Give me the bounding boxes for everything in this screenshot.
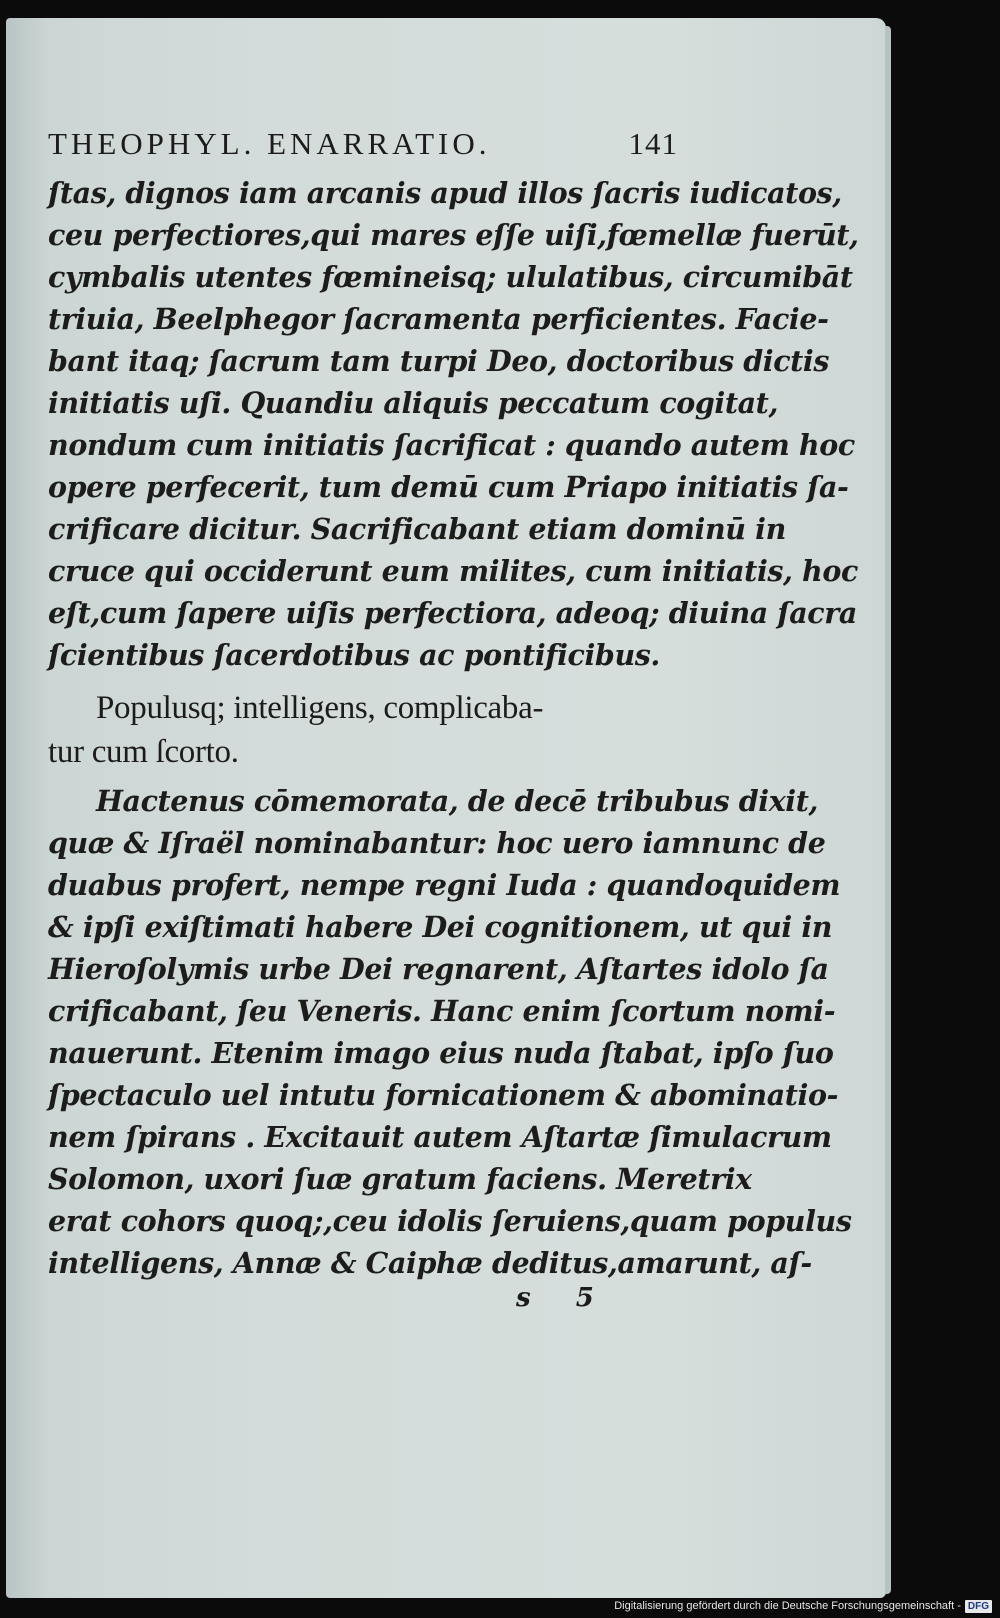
text-line: Hieroſolymis urbe Dei regnarent, Aſtartes idolo ſa (48, 952, 829, 986)
text-line: bant itaq; ſacrum tam turpi Deo, doctoribus dictis (48, 344, 829, 378)
heading-line: tur cum ſcorto. (48, 734, 239, 770)
text-line: ſcientibus ſacerdotibus ac pontificibus. (48, 638, 660, 672)
text-line: Solomon, uxori ſuæ gratum faciens. Meretrix (48, 1162, 752, 1196)
running-head (48, 126, 678, 172)
text-line: crificabant, ſeu Veneris. Hanc enim ſcortum nomi- (48, 994, 836, 1028)
text-line: & ipſi exiſtimati habere Dei cognitionem, ut qui in (48, 910, 833, 944)
text-line: ſpectaculo uel intutu fornicationem & abominatio- (48, 1078, 839, 1112)
text-line: Hactenus cōmemorata, de decē tribubus dixit, (96, 784, 819, 818)
text-line: ceu perfectiores,qui mares eſſe uiſi,fœmellæ fuerūt, (48, 218, 859, 252)
text-line: cruce qui occiderunt eum milites, cum initiatis, hoc (48, 554, 858, 588)
text-line: nondum cum initiatis ſacrificat : quando autem hoc (48, 428, 855, 462)
text-line: duabus profert, nempe regni Iuda : quandoquidem (48, 868, 841, 902)
text-line: nem ſpirans . Excitauit autem Aſtartæ ſimulacrum (48, 1120, 832, 1154)
text-line: intelligens, Annæ & Caiphæ deditus,amarunt, aſ- (48, 1246, 812, 1280)
text-line: opere perfecerit, tum demū cum Priapo initiatis ſa- (48, 470, 849, 504)
text-line: quæ & Iſraël nominabantur: hoc uero iamnunc de (48, 826, 826, 860)
text-line: ſtas, dignos iam arcanis apud illos ſacris iudicatos, (48, 176, 842, 210)
digitization-footer (614, 1598, 992, 1614)
page-number: 141 (628, 126, 678, 161)
dfg-logo: DFG (965, 1600, 992, 1613)
signature-mark: s 5 (516, 1283, 612, 1313)
book-page (6, 18, 886, 1598)
text-line: triuia, Beelphegor ſacramenta perficientes. Facie- (48, 302, 829, 336)
page-edge (885, 26, 891, 1594)
text-line: eſt,cum ſapere uiſis perfectiora, adeoq; diuina ſacra (48, 596, 857, 630)
text-block (48, 126, 859, 1284)
text-line: erat cohors quoq;,ceu idolis ſeruiens,quam populus (48, 1204, 852, 1238)
paragraph-1 (48, 172, 859, 676)
lemma-heading (48, 686, 678, 774)
text-line: nauerunt. Etenim imago eius nuda ſtabat, ipſo ſuo (48, 1036, 834, 1070)
heading-line: Populusq; intelligens, complicaba- (96, 690, 544, 726)
text-line: crificare dicitur. Sacrificabant etiam dominū in (48, 512, 786, 546)
footer-text: Digitalisierung gefördert durch die Deutsche Forschungsgemeinschaft - (614, 1600, 961, 1612)
text-line: initiatis uſi. Quandiu aliquis peccatum cogitat, (48, 386, 778, 420)
text-line: cymbalis utentes fœmineisq; ululatibus, circumibāt (48, 260, 853, 294)
running-title: THEOPHYL. ENARRATIO. (48, 126, 491, 161)
paragraph-2 (48, 780, 852, 1284)
